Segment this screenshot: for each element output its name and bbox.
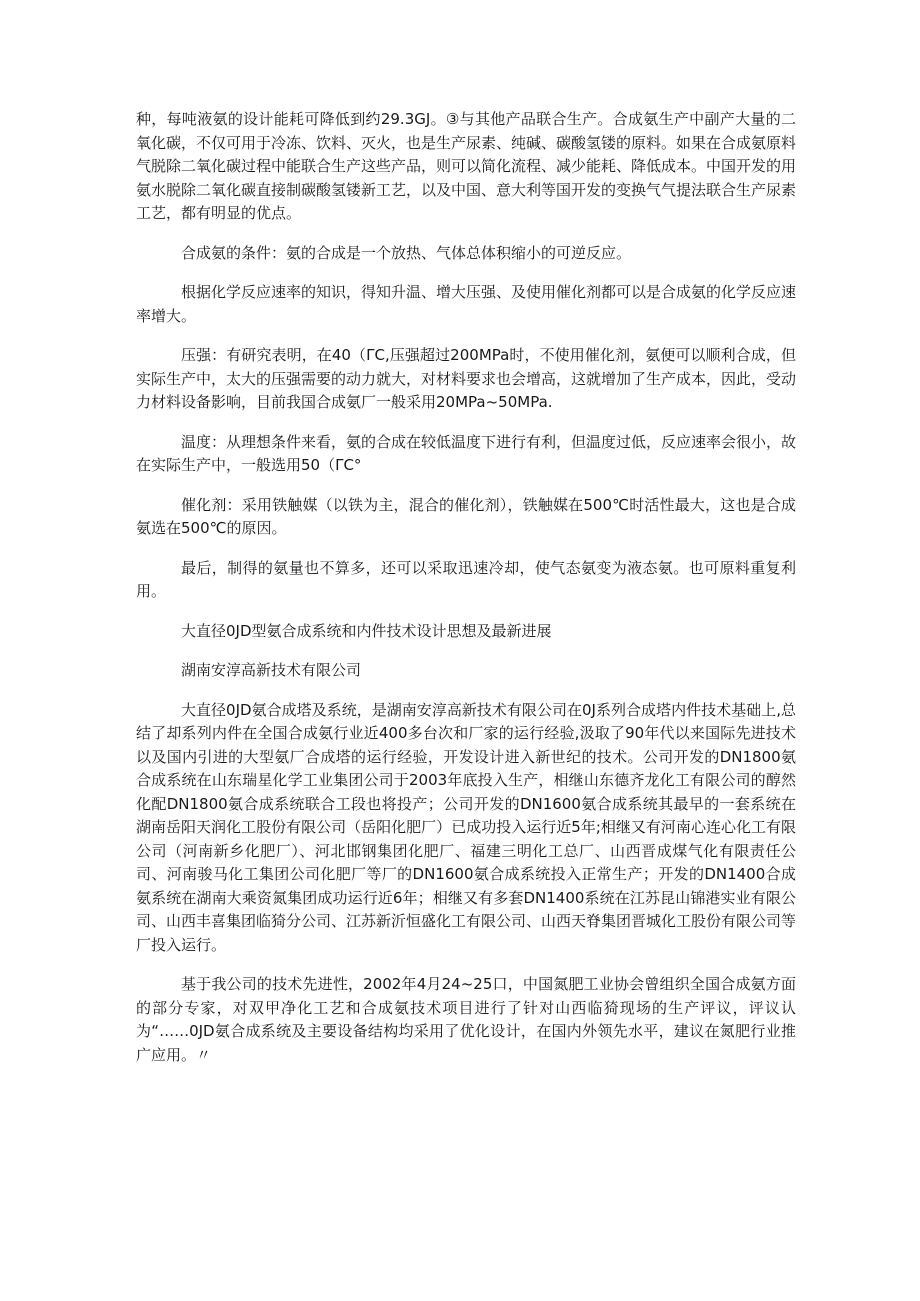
paragraph-cooling: 最后，制得的氨量也不算多，还可以采取迅速冷却，使气态氨变为液态氨。也可原料重复利用。 bbox=[136, 558, 796, 600]
paragraph-pressure: 压强：有研究表明，在40（ΓC,压强超过200MPa时，不使用催化剂，氨便可以顺利合成，但实际生产中，太大的压强需要的动力就大，对材料要求也会增高，这就增加了生产成本，因此，受动力材料设备影响，目前我国合成氨厂一般采用20MPa~50MPa. bbox=[136, 346, 797, 411]
paragraph-evaluation: 基于我公司的技术先进性，2002年4月24~25口，中国氮肥工业协会曾组织全国合成氨方面的部分专家，对双甲净化工艺和合成氨技术项目进行了针对山西临猗现场的生产评议，评议认为“……0JD氨合成系统及主要设备结构均采用了优化设计，在国内外领先水平，建议在氮肥行业推广应用。〃 bbox=[136, 975, 796, 1064]
paragraph-system-overview: 大直径0JD氨合成塔及系统，是湖南安淳高新技术有限公司在0J系列合成塔内件技术基础上,总结了却系列内件在全国合成氨行业近400多台次和厂家的运行经验,汲取了90年代以来国际先进技术以及国内引进的大型氨厂合成塔的运行经验，开发设计进入新世纪的技术。公司开发的DN1800氨合成系统在山东瑞星化学工业集团公司于2003年底投入生产，相继山东德齐龙化工有限公司的醇然化配DN1800氨合成系统联合工段也将投产；公司开发的DN1600氨合成系统其最早的一套系统在湖南岳阳天润化工股份有限公司（岳阳化肥厂）已成功投入运行近5年;相继又有河南心连心化工有限公司（河南新乡化肥厂）、河北邯钢集团化肥厂、福建三明化工总厂、山西晋成煤气化有限责任公司、河南骏马化工集团公司化肥厂等厂的DN1600氨合成系统投入正常生产；开发的DN1400合成氨系统在湖南大乘资氮集团成功运行近6年；相继又有多套DN1400系统在江苏昆山锦港实业有限公司、山西丰喜集团临猗分公司、江苏新沂恒盛化工有限公司、山西天脊集团晋城化工股份有限公司等厂投入运行。 bbox=[136, 700, 797, 954]
paragraph-reaction-rate: 根据化学反应速率的知识，得知升温、增大压强、及使用催化剂都可以是合成氨的化学反应速率增大。 bbox=[136, 283, 797, 325]
paragraph-catalyst: 催化剂：采用铁触媒（以铁为主，混合的催化剂），铁触媒在500℃时活性最大，这也是合成氨选在500℃的原因。 bbox=[136, 495, 796, 537]
section-title: 大直径0JD型氨合成系统和内件技术设计思想及最新进展 bbox=[181, 621, 552, 640]
document-body bbox=[136, 108, 796, 1083]
paragraph-temperature: 温度：从理想条件来看，氨的合成在较低温度下进行有利，但温度过低，反应速率会很小，故在实际生产中，一般选用50（ΓC° bbox=[136, 432, 797, 474]
company-name: 湖南安淳高新技术有限公司 bbox=[181, 661, 362, 679]
paragraph-synthesis-conditions: 合成氨的条件：氨的合成是一个放热、气体总体积缩小的可逆反应。 bbox=[181, 243, 632, 262]
paragraph-energy-consumption: 种，每吨液氨的设计能耗可降低到约29.3GJ。③与其他产品联合生产。合成氨生产中副产大量的二氧化碳，不仅可用于冷冻、饮料、灭火，也是生产尿素、纯碱、碳酸氢镂的原料。如果在合成氨原料气脱除二氧化碳过程中能联合生产这些产品，则可以简化流程、减少能耗、降低成本。中国开发的用氨水脱除二氧化碳直接制碳酸氢镂新工艺，以及中国、意大利等国开发的变换气气提法联合生产尿素工艺，都有明显的优点。 bbox=[136, 110, 797, 222]
